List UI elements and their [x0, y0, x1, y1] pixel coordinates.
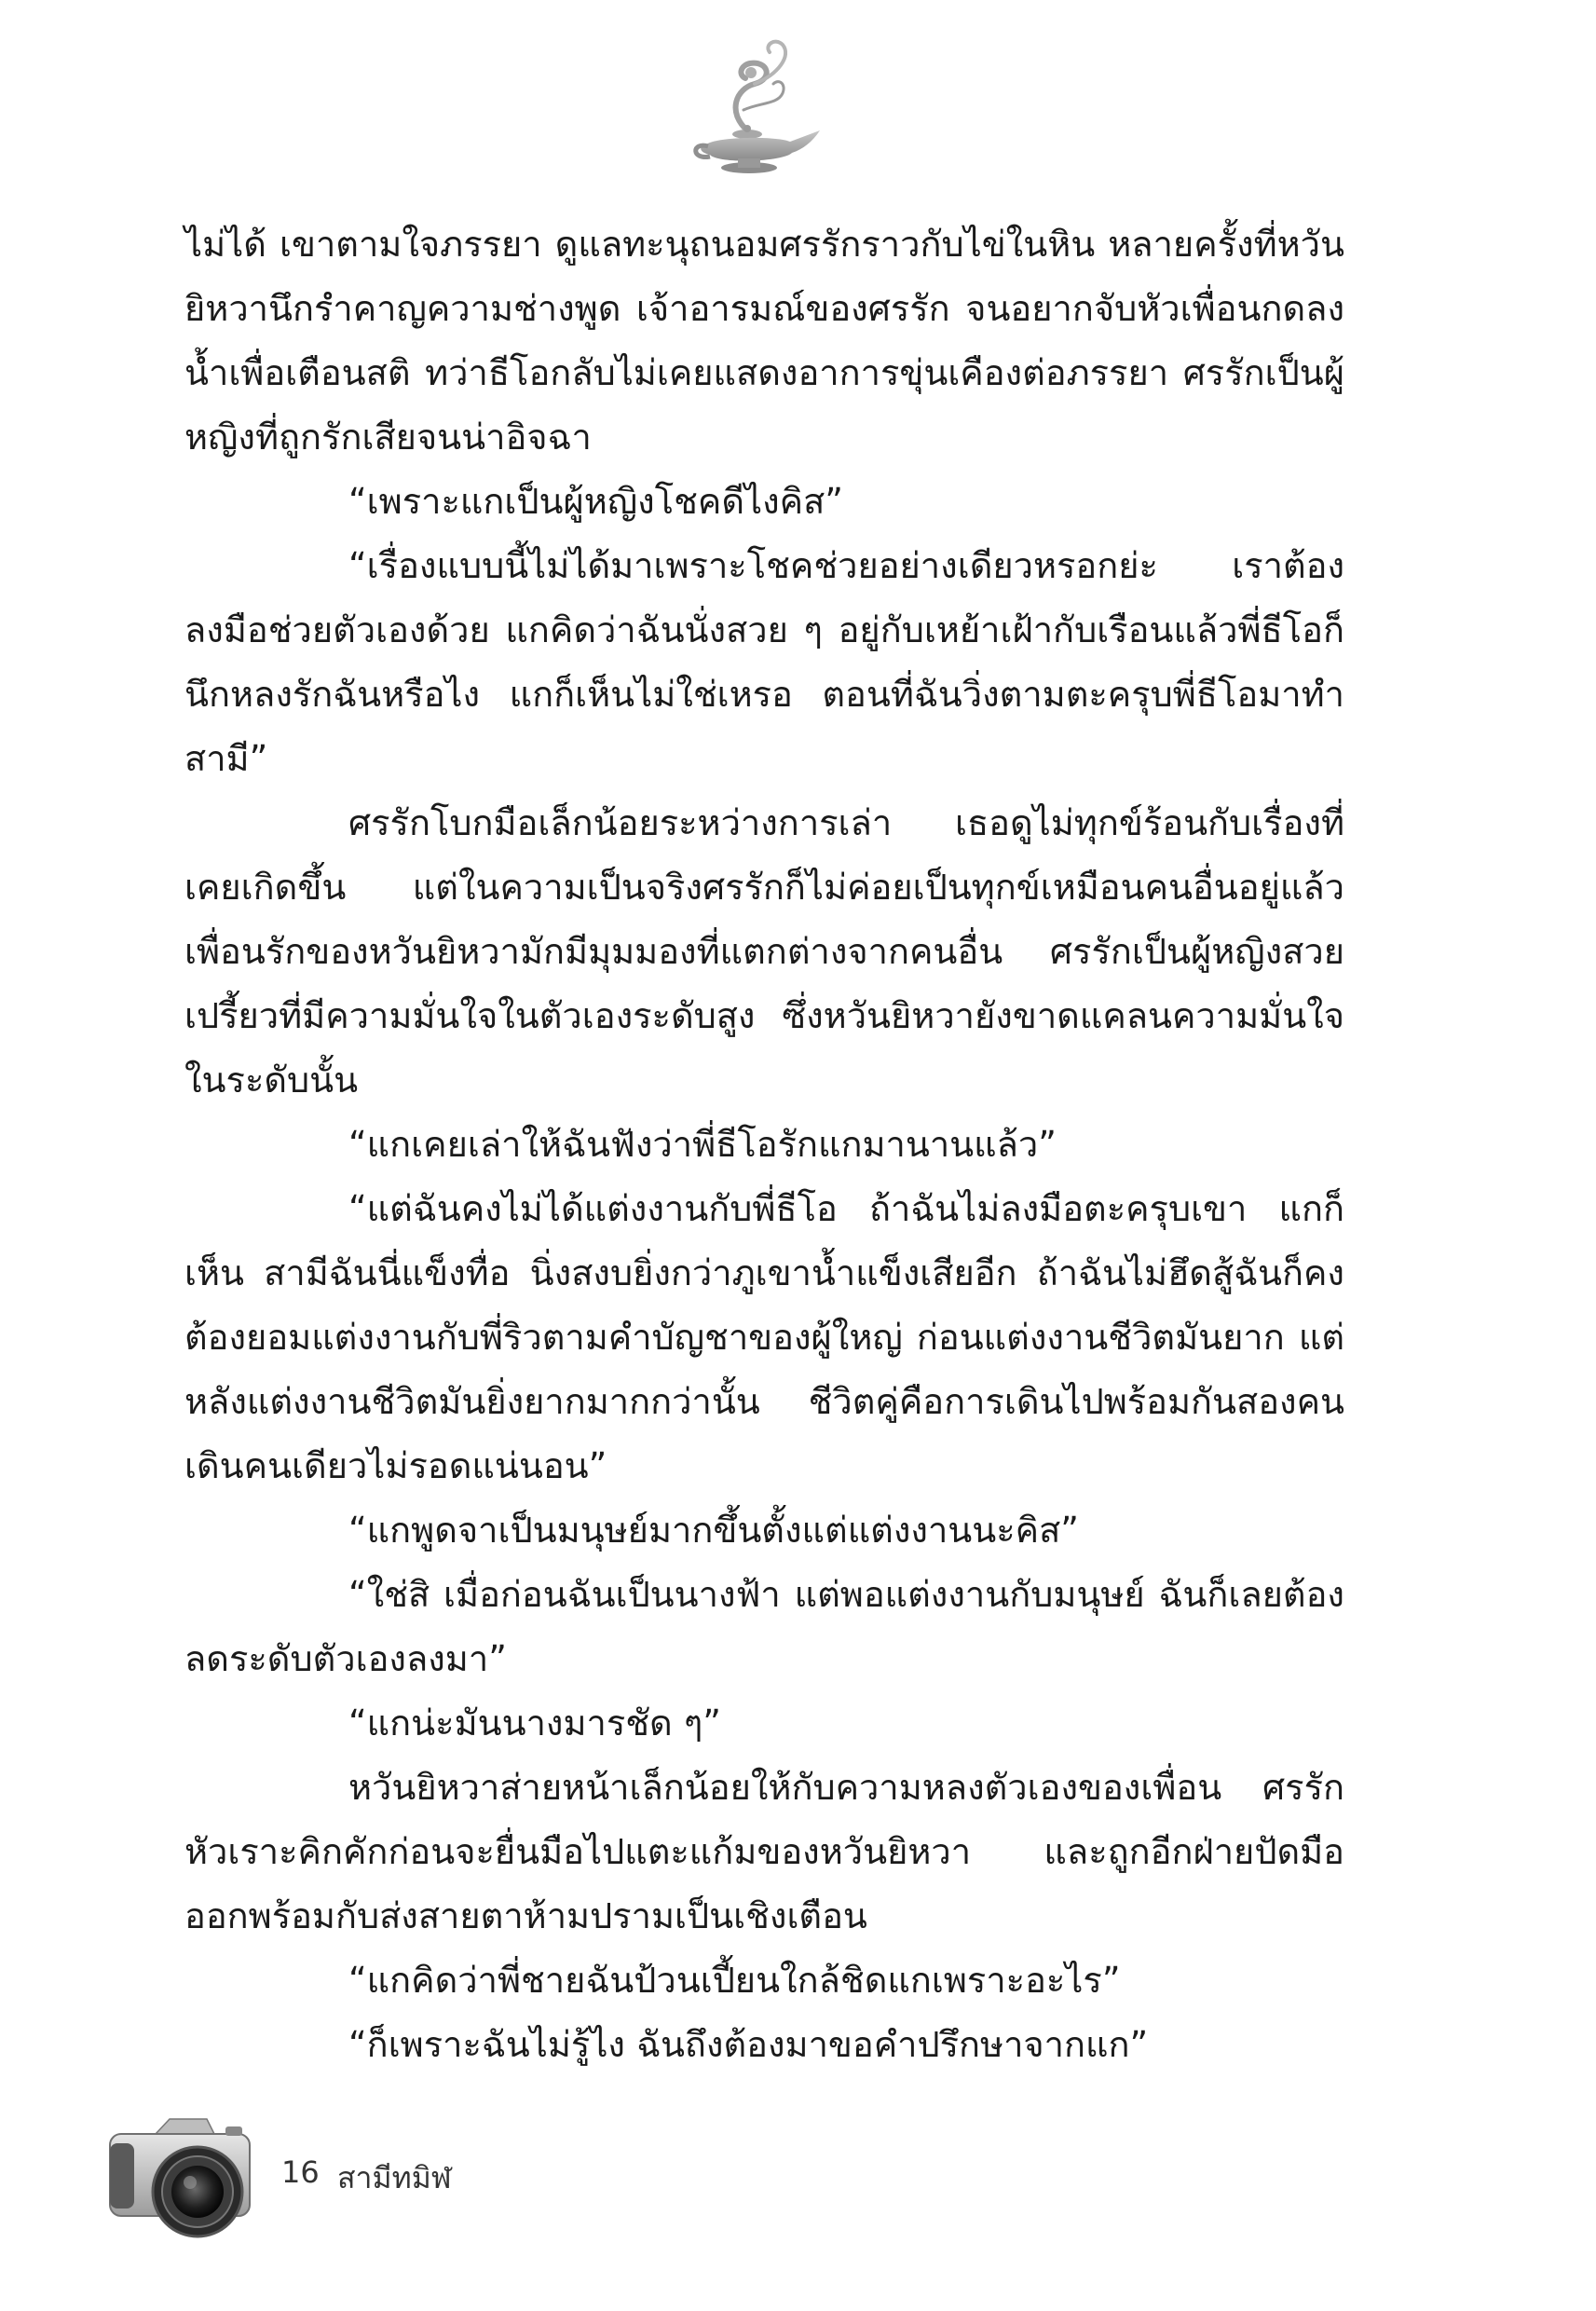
paragraph: “เพราะแกเป็นผู้หญิงโชคดีไงคิส” — [348, 481, 843, 522]
paragraph: “แกเคยเล่าให้ฉันฟังว่าพี่ธีโอรักแกมานานแล้ว” — [348, 1124, 1057, 1165]
paragraph: “แกพูดจาเป็นมนุษย์มากขึ้นตั้งแต่แต่งงานนะคิส” — [348, 1510, 1079, 1551]
body-text — [184, 212, 1344, 2077]
paragraph: “ก็เพราะฉันไม่รู้ไง ฉันถึงต้องมาขอคำปรึกษาจากแก” — [348, 2024, 1149, 2065]
paragraph: ศรรักโบกมือเล็กน้อยระหว่างการเล่า เธอดูไม่ทุกข์ร้อนกับเรื่องที่เคยเกิดขึ้น แต่ในความเป็นจริงศรรักก็ไม่ค่อยเป็นทุกข์เหมือนคนอื่นอยู่แล้ว เพื่อนรักของหวันยิหวามักมีมุมมองที่แตกต่างจากคนอื่น ศรรักเป็นผู้หญิงสวยเปรี้ยวที่มีความมั่นใจในตัวเองระดับสูง ซึ่งหวันยิหวายังขาดแคลนความมั่นใจในระดับนั้น — [184, 802, 1344, 1101]
paragraph: “แต่ฉันคงไม่ได้แต่งงานกับพี่ธีโอ ถ้าฉันไม่ลงมือตะครุบเขา แกก็เห็น สามีฉันนี่แข็งทื่อ นิ่งสงบยิ่งกว่าภูเขาน้ำแข็งเสียอีก ถ้าฉันไม่ฮึดสู้ฉันก็คงต้องยอมแต่งงานกับพี่ริวตามคำบัญชาของผู้ใหญ่ ก่อนแต่งงานชีวิตมันยาก แต่หลังแต่งงานชีวิตมันยิ่งยากมากกว่านั้น ชีวิตคู่คือการเดินไปพร้อมกันสองคน เดินคนเดียวไม่รอดแน่นอน” — [184, 1188, 1344, 1486]
paragraph: “เรื่องแบบนี้ไม่ได้มาเพราะโชคช่วยอย่างเดียวหรอกย่ะ เราต้องลงมือช่วยตัวเองด้วย แกคิดว่าฉันนั่งสวย ๆ อยู่กับเหย้าเฝ้ากับเรือนแล้วพี่ธีโอก็นึกหลงรักฉันหรือไง แกก็เห็นไม่ใช่เหรอ ตอนที่ฉันวิ่งตามตะครุบพี่ธีโอมาทำสามี” — [184, 545, 1344, 779]
paragraph: หวันยิหวาส่ายหน้าเล็กน้อยให้กับความหลงตัวเองของเพื่อน ศรรักหัวเราะคิกคักก่อนจะยื่นมือไปแตะแก้มของหวันยิหวา และถูกอีกฝ่ายปัดมือออกพร้อมกับส่งสายตาห้ามปรามเป็นเชิงเตือน — [184, 1767, 1344, 1936]
camera-icon — [104, 2115, 263, 2241]
genie-lamp-icon — [689, 37, 829, 186]
paragraph: “แกคิดว่าพี่ชายฉันป้วนเปี้ยนใกล้ชิดแกเพราะอะไร” — [348, 1960, 1121, 2001]
paragraph: “ใช่สิ เมื่อก่อนฉันเป็นนางฟ้า แต่พอแต่งงานกับมนุษย์ ฉันก็เลยต้องลดระดับตัวเองลงมา” — [184, 1574, 1344, 1679]
page-footer — [93, 2097, 839, 2283]
paragraph: ไม่ได้ เขาตามใจภรรยา ดูแลทะนุถนอมศรรักราวกับไข่ในหิน หลายครั้งที่หวันยิหวานึกรำคาญความช่างพูด เจ้าอารมณ์ของศรรัก จนอยากจับหัวเพื่อนกดลงน้ำเพื่อเตือนสติ ทว่าธีโอกลับไม่เคยแสดงอาการขุ่นเคืองต่อภรรยา ศรรักเป็นผู้หญิงที่ถูกรักเสียจนน่าอิจฉา — [184, 224, 1344, 458]
paragraph: “แกน่ะมันนางมารชัด ๆ” — [348, 1702, 721, 1744]
book-title: สามีทมิฬ — [337, 2160, 452, 2195]
page-number: 16 — [281, 2154, 320, 2190]
